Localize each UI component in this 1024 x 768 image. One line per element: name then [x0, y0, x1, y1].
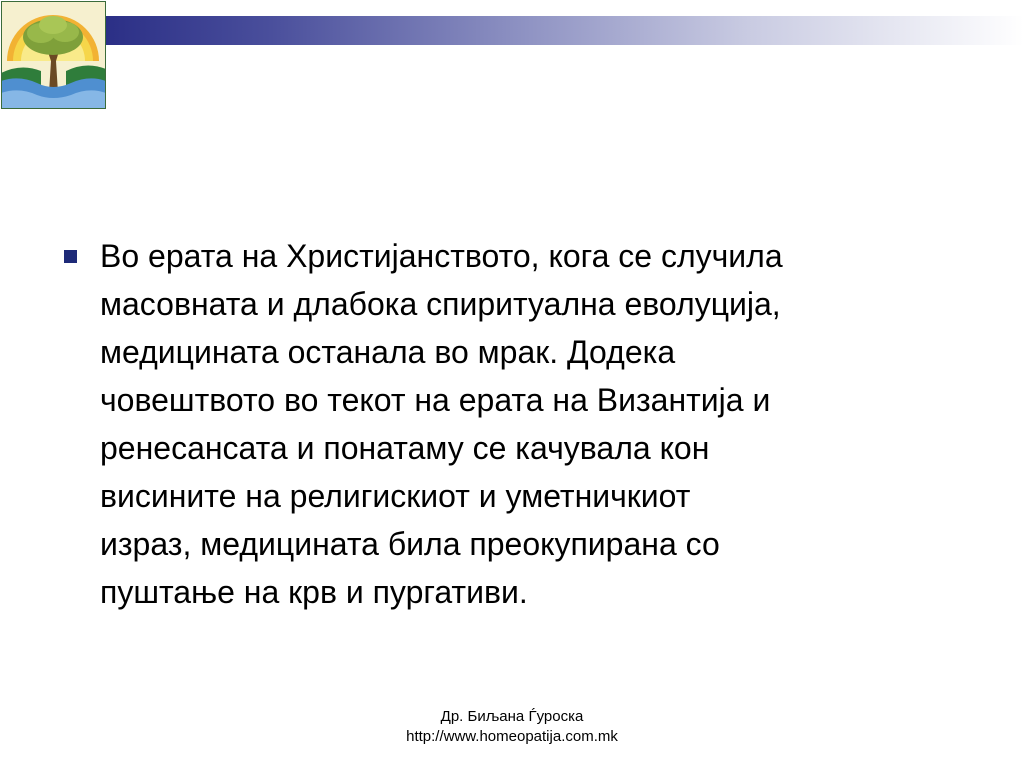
header-gradient-bar: [106, 16, 1024, 45]
footer-author: Др. Биљана Ѓуроска: [440, 708, 584, 725]
bullet-item: [64, 232, 964, 616]
bullet-text: Во ерата на Христијанството, кога се случила масовната и длабока спиритуална еволуција, медицината останала во мрак. Додека човештвото во текот на ерата на Византија и ренесансата и понатаму се качувала кон висините на религискиот и уметничкиот израз, медицината била преокупирана со пуштање на крв и пургативи.: [100, 238, 783, 610]
tree-sun-water-logo-icon: [1, 1, 106, 109]
footer-website: http://www.homeopatija.com.mk: [406, 728, 618, 745]
slide-footer: [312, 707, 712, 747]
square-bullet-icon: [64, 250, 77, 263]
slide-content: [64, 232, 964, 616]
